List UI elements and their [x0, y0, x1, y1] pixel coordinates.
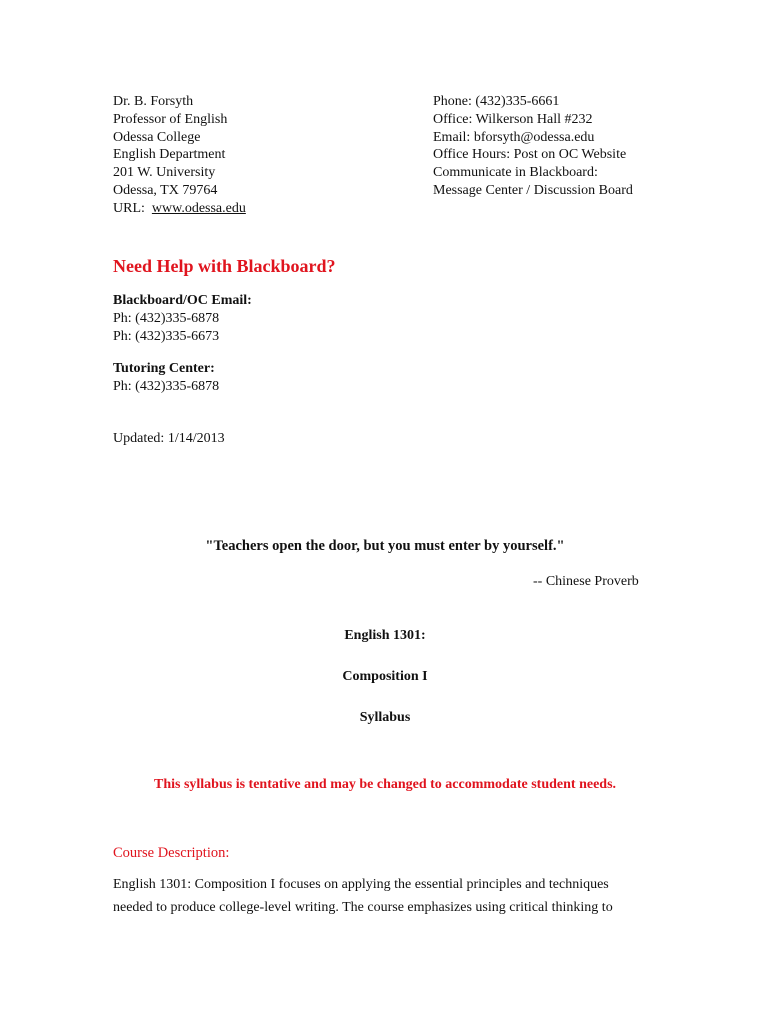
office-location: Office: Wilkerson Hall #232 [433, 111, 593, 127]
college-name: Odessa College [113, 129, 201, 145]
syllabus-disclaimer: This syllabus is tentative and may be changed to accommodate student needs. [153, 777, 617, 792]
office-hours: Office Hours: Post on OC Website [433, 147, 627, 163]
communication-channels: Message Center / Discussion Board [433, 182, 633, 198]
city-address: Odessa, TX 79764 [113, 182, 218, 198]
course-description-text [113, 874, 673, 919]
course-number: English 1301: [344, 628, 426, 643]
course-description-line: needed to produce college-level writing. The course emphasizes using critical thinking to [113, 899, 613, 915]
blackboard-phone-2: Ph: (432)335-6673 [113, 328, 220, 344]
quote-attribution: -- Chinese Proverb [533, 574, 639, 589]
instructor-name: Dr. B. Forsyth [113, 94, 194, 109]
course-description-line: English 1301: Composition I focuses on applying the essential principles and techniques [113, 877, 609, 892]
blackboard-phone-1: Ph: (432)335-6878 [113, 310, 220, 326]
updated-date: Updated: 1/14/2013 [113, 431, 225, 446]
tutoring-center-phone: Ph: (432)335-6878 [113, 378, 220, 394]
tutoring-center-label: Tutoring Center: [113, 361, 215, 376]
communicate-label: Communicate in Blackboard: [433, 165, 598, 181]
phone-number: Phone: (432)335-6661 [433, 94, 560, 109]
tutoring-center-contacts [113, 360, 219, 396]
url-label: URL: [113, 200, 145, 216]
document-type: Syllabus [359, 710, 411, 725]
email-address: Email: bforsyth@odessa.edu [433, 129, 595, 145]
course-name: Composition I [342, 669, 428, 684]
department-name: English Department [113, 147, 226, 163]
instructor-contact [113, 93, 246, 218]
college-url-link[interactable]: www.odessa.edu [151, 200, 246, 216]
blackboard-help-heading: Need Help with Blackboard? [113, 256, 336, 276]
office-contact [433, 93, 633, 200]
url-line [113, 200, 246, 218]
quote-text: "Teachers open the door, but you must enter by yourself." [205, 538, 565, 554]
blackboard-help-contacts [113, 292, 252, 345]
blackboard-email-label: Blackboard/OC Email: [113, 293, 252, 308]
street-address: 201 W. University [113, 165, 216, 181]
instructor-title: Professor of English [113, 111, 228, 127]
course-description-heading: Course Description: [113, 845, 230, 861]
